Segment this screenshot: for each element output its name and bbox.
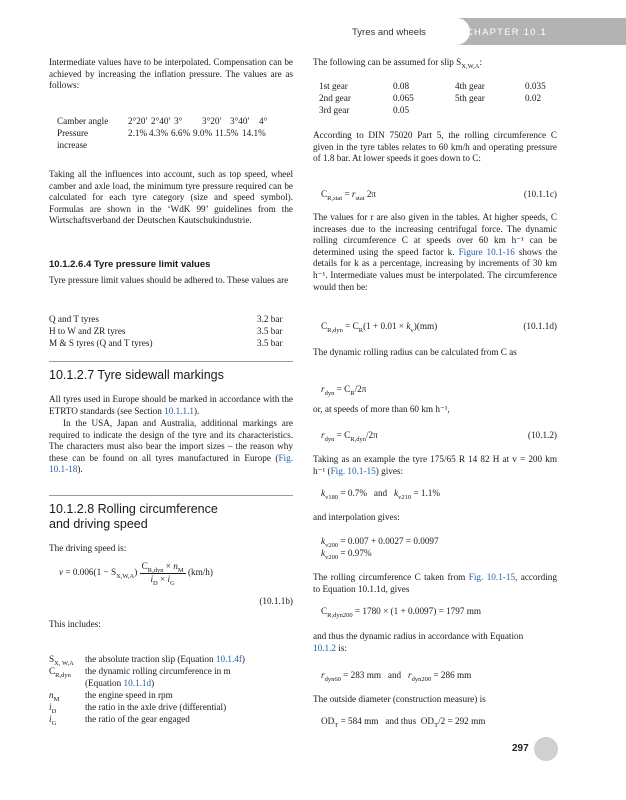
limit-label: M & S tyres (Q and T tyres) — [49, 338, 153, 348]
heading-sidewall-markings: 10.1.2.7 Tyre sidewall markings — [49, 368, 224, 382]
equation-link[interactable]: 10.1.4f — [215, 654, 242, 664]
limit-row — [49, 314, 293, 326]
running-header-title: Tyres and wheels — [352, 27, 426, 38]
chapter-label: CHAPTER 10.1 — [466, 27, 547, 38]
equation-static-circumference: $C_{R,stat} = r_{stat}$ 2π (10.1.1c) — [321, 189, 557, 202]
figure-link[interactable]: Fig. 10.1-18 — [49, 452, 293, 475]
kv-values: $k_{v180} = 0.7\%$ and $k_{v210} = 1.1\%$ — [321, 488, 441, 501]
kv200-expr: $k_{v200} = 0.007 + 0.0027 = 0.0097$ — [321, 536, 439, 549]
symbol-row: $i_G$ the ratio of the gear engaged — [49, 714, 190, 727]
slip-intro: The following can be assumed for slip $S_{X,W,A}$: — [313, 57, 483, 70]
slip-row: 3rd gear 0.05 — [319, 105, 410, 115]
camber-label: Camber angle — [57, 116, 109, 126]
odt-values: $OD_T = 584$ mm and thus $OD_T/2 = 292$ mm — [321, 716, 486, 729]
example-paragraph: Taking as an example the tyre 175/65 R 14 82 H at v = 200 km h⁻¹ (Fig. 10.1-15) gives: — [313, 454, 557, 476]
equation-driving-speed: $v = 0.006(1 - S_{X,W,A})$ $\frac{C_{R,dyn} \times n_M}{i_D \times i_G}$ (km/h) — [59, 561, 213, 587]
din-paragraph: According to DIN 75020 Part 5, the rolling circumference C given in the tyre tables relates to 60 km/h and operating pressure of 1.8 bar. At lower speeds it goes down to C: — [313, 130, 557, 164]
camber-value: 2°20′ — [128, 116, 148, 126]
limit-value: 3.5 bar — [257, 338, 283, 348]
slip-row: 1st gear 0.08 4th gear 0.035 — [319, 81, 546, 91]
camber-value: 3° — [174, 116, 183, 126]
section-rule — [49, 361, 293, 362]
camber-value: 3°40′ — [230, 116, 250, 126]
pressure-row-continued — [49, 140, 293, 152]
symbol-row: $n_M$ the engine speed in rpm — [49, 690, 173, 703]
page-number-tab — [534, 737, 558, 761]
rolling-taken-paragraph: The rolling circumference C taken from Fig. 10.1-15, according to Equation 10.1.1d, gives — [313, 572, 557, 594]
pressure-row — [49, 128, 293, 140]
limit-row — [49, 326, 293, 338]
section-link[interactable]: 10.1.1.1 — [164, 405, 194, 416]
rstat-paragraph: The values for r are also given in the tables. At higher speeds, C increases due to the increasing centrifugal force. The dynamic rolling circumference C at speeds over 60 km h⁻¹ can be determined using the speed factor k. Figure 10.1-16 shows the details for k as a percentage, increasing by increments of 30 km h⁻¹. Intermediate values must be interpolated. The circumference would then be: — [313, 212, 558, 292]
pressure-label-line2: increase — [57, 140, 88, 150]
figure-link[interactable]: Fig. 10.1-15 — [468, 572, 516, 582]
intro-paragraph: Intermediate values have to be interpolated. Compensation can be achieved by increasing the inflation pressure. The values are as follows: — [49, 57, 293, 91]
equation-dynamic-radius: $r_{dyn} = C_R/2\pi$ — [321, 384, 367, 397]
symbol-row: (Equation 10.1.1d) — [85, 678, 155, 688]
equation-dynamic-radius-high: $r_{dyn} = C_{R,dyn}/2\pi$ (10.1.2) — [321, 430, 557, 443]
kv200-pct: $k_{v200} = 0.97\%$ — [321, 548, 372, 561]
pressure-value: 4.3% — [149, 128, 169, 138]
pressure-value: 9.0% — [193, 128, 213, 138]
interpolation-text: and interpolation gives: — [313, 512, 400, 522]
limit-label: Q and T tyres — [49, 314, 99, 324]
driving-speed-text: The driving speed is: — [49, 543, 127, 553]
limit-row — [49, 338, 293, 350]
sidewall-paragraph-2: In the USA, Japan and Australia, additional markings are required to indicate the design of the tyre and its characteristics. The characters must also bear the import sizes – the reason why these can be found on all tyres manufactured in Europe (Fig. 10.1-18). — [49, 418, 293, 475]
equation-link[interactable]: 10.1.2 — [313, 642, 336, 653]
pressure-value: 2.1% — [128, 128, 148, 138]
higher-speeds-text: or, at speeds of more than 60 km h⁻¹, — [313, 404, 450, 414]
figure-link[interactable]: Fig. 10.1-15 — [330, 465, 376, 476]
camber-value: 4° — [259, 116, 268, 126]
thus-dyn-paragraph: and thus the dynamic radius in accordance with Equation 10.1.2 is: — [313, 631, 524, 653]
equation-link[interactable]: 10.1.1d — [123, 678, 152, 688]
page-number: 297 — [512, 743, 529, 754]
symbol-row: $i_D$ the ratio in the axle drive (differential) — [49, 702, 227, 715]
equation-number: (10.1.1b) — [259, 596, 293, 606]
camber-row — [49, 116, 293, 128]
pressure-value: 6.6% — [171, 128, 191, 138]
limit-value: 3.2 bar — [257, 314, 283, 324]
slip-row: 2nd gear 0.065 5th gear 0.02 — [319, 93, 542, 103]
heading-rolling-circumference: 10.1.2.8 Rolling circumference and driving speed — [49, 502, 218, 531]
limit-label: H to W and ZR tyres — [49, 326, 126, 336]
equation-dynamic-circumference: $C_{R,dyn} = C_R(1 + 0.01 \times k_v)(mm)$ (10.1.1d) — [321, 321, 557, 334]
outside-diameter-text: The outside diameter (construction measure) is — [313, 694, 486, 704]
camber-value: 3°20′ — [202, 116, 222, 126]
dyn-radius-paragraph: The dynamic rolling radius can be calculated from C as — [313, 347, 517, 357]
section-rule — [49, 495, 293, 496]
camber-value: 2°40′ — [151, 116, 171, 126]
sidewall-paragraph-1: All tyres used in Europe should be marked in accordance with the ETRTO standards (see Section 10.1.1.1). — [49, 394, 293, 416]
pressure-label: Pressure — [57, 128, 89, 138]
includes-text: This includes: — [49, 619, 101, 629]
rdyn-values: $r_{dyn60} = 283$ mm and $r_{dyn200} = 286$ mm — [321, 670, 472, 683]
figure-link[interactable]: Figure 10.1-16 — [458, 246, 515, 257]
pressure-value: 14.1% — [242, 128, 266, 138]
limit-value: 3.5 bar — [257, 326, 283, 336]
pressure-value: 11.5% — [215, 128, 239, 138]
equation-cr200: $C_{R,dyn200} = 1780 \times (1 + 0.0097) = 1797$ mm — [321, 606, 482, 619]
limit-paragraph: Tyre pressure limit values should be adhered to. These values are — [49, 275, 289, 285]
symbol-row: $C_{R,dyn}$ the dynamic rolling circumference in m — [49, 666, 231, 679]
symbol-row: $S_{X, W,A}$ the absolute traction slip (Equation 10.1.4f) — [49, 654, 245, 667]
influences-paragraph: Taking all the influences into account, such as top speed, wheel camber and axle load, the minimum tyre pressure required can be calculated for each tyre category (size and speed symbol). Formulas are shown in the ‘WdK 99’ guidelines from the Wirtschaftsverband der Deutschen Kautschukindustrie. — [49, 169, 293, 226]
heading-tyre-pressure-limits: 10.1.2.6.4 Tyre pressure limit values — [49, 259, 211, 270]
